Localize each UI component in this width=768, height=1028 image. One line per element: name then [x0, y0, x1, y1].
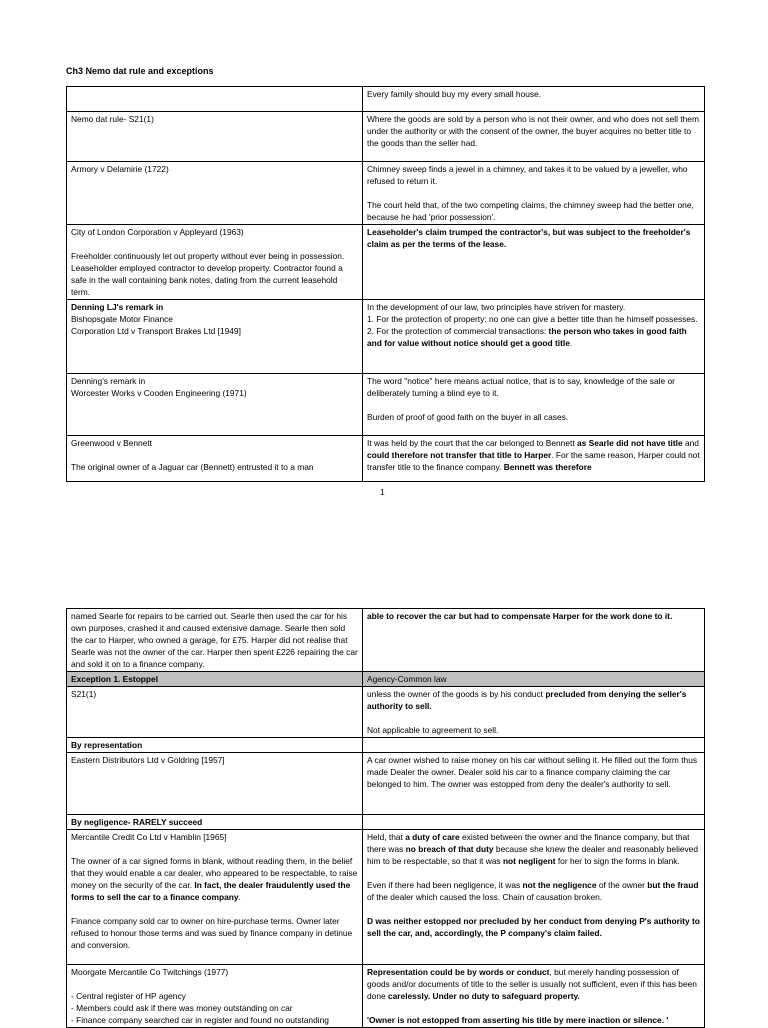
table-row — [67, 672, 705, 687]
cell-text — [367, 1014, 700, 1026]
right-cell — [363, 162, 705, 225]
table-row — [67, 436, 705, 482]
bold-span: could therefore not transfer that title to Harper — [367, 450, 552, 460]
text-span: 2. For the protection of commercial transactions: — [367, 326, 549, 336]
bold-span: not the negligence — [522, 880, 597, 890]
left-cell — [67, 965, 363, 1028]
cell-text — [71, 855, 358, 903]
cell-text: Not applicable to agreement to sell. — [367, 725, 499, 735]
right-cell — [363, 965, 705, 1028]
case-table-page-2 — [66, 608, 705, 1028]
text-span: The owner of a car signed forms in blank, without reading them, in the belief that they would enable a car dealer, who appeared to be respectable, to raise money on the security of the car. — [71, 856, 358, 890]
section-heading-cell — [363, 672, 705, 687]
cell-text — [71, 301, 358, 313]
cell-text: The original owner of a Jaguar car (Bennett) entrusted it to a man — [71, 462, 314, 472]
text-span: because she knew the dealer and reasonably believed him to be respectable, so that it was — [367, 844, 698, 866]
right-cell — [363, 374, 705, 436]
cell-text: Denning's remark in — [71, 376, 146, 386]
right-cell — [363, 738, 705, 753]
bold-span: not negligent — [502, 856, 556, 866]
right-cell — [363, 300, 705, 374]
case-name: Armory v Delamirie (1722) — [71, 164, 169, 174]
subsection-heading: By negligence- RARELY succeed — [71, 817, 203, 827]
table-row — [67, 738, 705, 753]
table-row — [67, 965, 705, 1028]
cell-text — [367, 966, 700, 1002]
left-cell — [67, 753, 363, 815]
table-row — [67, 687, 705, 738]
cell-text: A car owner wished to raise money on his car without selling it. He filled out the form thus made Dealer the owner. Dealer sold his car to a finance company claiming the car belonged to him. The owner was estopped from deny the dealer's authority to sell. — [367, 755, 698, 789]
text-span: , but merely handing possession of goods and/or documents of title to the seller is usually not sufficient, even if this has been done — [367, 967, 697, 1001]
remark-heading: Denning LJ's remark in — [71, 302, 164, 312]
table-row — [67, 300, 705, 374]
section-heading: Exception 1. Estoppel — [71, 674, 159, 684]
bullet-item: - Central register of HP agency — [71, 991, 186, 1001]
text-span: . — [569, 338, 573, 348]
section-label: Agency-Common law — [367, 674, 447, 684]
table-row — [67, 609, 705, 672]
cell-text — [367, 437, 700, 473]
left-cell — [67, 225, 363, 300]
case-name: Eastern Distributors Ltd v Goldring [1957] — [71, 755, 225, 765]
right-cell — [363, 815, 705, 830]
cell-text: Chimney sweep finds a jewel in a chimney, and takes it to be valued by a jeweller, who refused to return it. — [367, 164, 688, 186]
cell-text: In the development of our law, two principles have striven for mastery. — [367, 302, 626, 312]
case-name: Bishopsgate Motor Finance — [71, 314, 173, 324]
right-cell — [363, 753, 705, 815]
holding-text: able to recover the car but had to compensate Harper for the work done to it. — [367, 611, 673, 621]
left-cell — [67, 815, 363, 830]
holding-text: Leaseholder's claim trumped the contractor's, but was subject to the freeholder's claim as per the terms of the lease. — [367, 227, 691, 249]
table-row — [67, 87, 705, 112]
cell-text: named Searle for repairs to be carried out. Searle then used the car for his own purposes, crashed it and caused extensive damage. Searle then sold the car to Harper, who owned a garage, for £75. Harper did not realise that Searle was not the owner of the car. Harper then spent £226 repairing the car and sold it on to a finance company. — [71, 611, 358, 669]
table-row — [67, 112, 705, 162]
cell-text — [367, 325, 700, 349]
left-cell — [67, 830, 363, 965]
holding-text: D was neither estopped nor precluded by her conduct from denying P's authority to sell the car, and, accordingly, the P company's claim failed. — [367, 916, 700, 938]
bullet-item: - Finance company searched car in register and found no outstanding — [71, 1015, 329, 1025]
cell-text — [367, 831, 700, 867]
text-span: for her to sign the forms in blank. — [555, 856, 680, 866]
cell-text — [367, 915, 700, 939]
left-cell — [67, 738, 363, 753]
cell-text: S21(1) — [71, 689, 97, 699]
cell-text: Burden of proof of good faith on the buyer in all cases. — [367, 412, 569, 422]
bullet-item: - Members could ask if there was money outstanding on car — [71, 1003, 293, 1013]
text-span: . For the same reason, Harper could not transfer title to the finance company. — [367, 450, 700, 472]
cell-text: Where the goods are sold by a person who is not their owner, and who does not sell them under the authority or with the consent of the owner, the buyer acquires no better title to the goods than the seller had. — [367, 114, 699, 148]
text-span: existed between the owner and the finance company, but that there was — [367, 832, 690, 854]
text-span: unless the owner of the goods is by his conduct — [367, 689, 546, 699]
cell-text: Freeholder continuously let out property without ever being in possession. Leaseholder employed contractor to develop property. Contractor found a safe in the wall containing bank notes, dating from the current leasehold term. — [71, 251, 345, 297]
page-number: 1 — [380, 487, 385, 497]
bold-span: Bennett was therefore — [503, 462, 592, 472]
table-row — [67, 815, 705, 830]
text-span: It was held by the court that the car belonged to Bennett — [367, 438, 577, 448]
text-span: Held, that — [367, 832, 406, 842]
bold-span: a duty of care — [405, 832, 460, 842]
bold-span: carelessly. Under no duty to safeguard property. — [387, 991, 580, 1001]
case-table-page-1 — [66, 86, 705, 482]
right-cell — [363, 87, 705, 112]
bold-span: no breach of that duty — [405, 844, 494, 854]
case-name: Mercantile Credit Co Ltd v Hamblin [1965] — [71, 832, 227, 842]
left-cell — [67, 300, 363, 374]
text-span: and — [682, 438, 699, 448]
case-name: Moorgate Mercantile Co Twitchings (1977) — [71, 967, 229, 977]
cell-text: 1. For the protection of property: no one can give a better title than he himself possesses. — [367, 314, 698, 324]
table-row — [67, 225, 705, 300]
right-cell — [363, 436, 705, 482]
cell-text: Finance company sold car to owner on hire-purchase terms. Owner later refused to honour those terms and was sued by finance company in detinue and conversion. — [71, 916, 353, 950]
page-title: Ch3 Nemo dat rule and exceptions — [66, 66, 214, 76]
right-cell — [363, 609, 705, 672]
table-row — [67, 374, 705, 436]
text-span: . — [238, 892, 241, 902]
cell-text — [367, 610, 700, 622]
cell-text: The word "notice" here means actual notice, that is to say, knowledge of the sale or deliberately turning a blind eye to it. — [367, 376, 675, 398]
cell-text: The court held that, of the two competing claims, the chimney sweep had the better one, because he had 'prior possession'. — [367, 200, 694, 222]
bold-span: Representation could be by words or conduct — [367, 967, 550, 977]
bold-span: but the fraud — [647, 880, 699, 890]
table-row — [67, 830, 705, 965]
left-cell — [67, 162, 363, 225]
right-cell — [363, 112, 705, 162]
bold-span: precluded from denying the seller's authority to sell. — [367, 689, 687, 711]
left-cell — [67, 374, 363, 436]
table-row — [67, 753, 705, 815]
table-row — [67, 162, 705, 225]
holding-text: 'Owner is not estopped from asserting his title by mere inaction or silence. ' — [367, 1015, 669, 1025]
case-name: City of London Corporation v Appleyard (1963) — [71, 227, 244, 237]
right-cell — [363, 830, 705, 965]
case-name: Corporation Ltd v Transport Brakes Ltd [1949] — [71, 326, 241, 336]
cell-text — [367, 879, 700, 903]
left-cell — [67, 87, 363, 112]
right-cell — [363, 687, 705, 738]
case-name: Worcester Works v Cooden Engineering (1971) — [71, 388, 247, 398]
subsection-heading: By representation — [71, 740, 143, 750]
section-heading-cell — [67, 672, 363, 687]
left-cell — [67, 687, 363, 738]
left-cell — [67, 436, 363, 482]
right-cell — [363, 225, 705, 300]
cell-text — [367, 688, 700, 712]
case-name: Nemo dat rule- S21(1) — [71, 114, 154, 124]
left-cell — [67, 112, 363, 162]
case-name: Greenwood v Bennett — [71, 438, 153, 448]
bold-span: the person who takes in good faith and for value without notice should get a good title — [367, 326, 687, 348]
bold-span: as Searle did not have title — [576, 438, 683, 448]
cell-text: Every family should buy my every small house. — [367, 89, 542, 99]
left-cell — [67, 609, 363, 672]
bold-span: In fact, the dealer fraudulently used the forms to sell the car to a finance company — [71, 880, 351, 902]
text-span: of the owner — [596, 880, 648, 890]
text-span: of the dealer which caused the loss. Chain of causation broken. — [367, 892, 603, 902]
cell-text — [367, 226, 700, 250]
text-span: Even if there had been negligence, it was — [367, 880, 523, 890]
